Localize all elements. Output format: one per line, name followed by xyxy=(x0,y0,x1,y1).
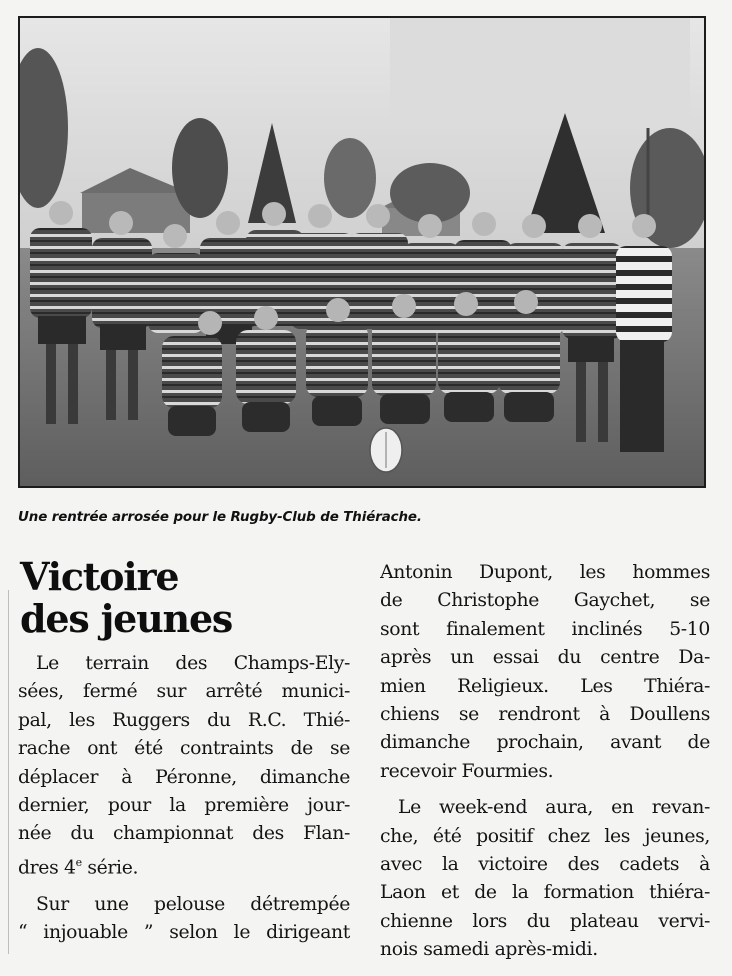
body-line: Le terrain des Champs-Ely- xyxy=(36,653,350,674)
body-line: recevoir Fourmies. xyxy=(380,760,554,782)
body-line-text: dres 4 xyxy=(18,857,76,879)
body-line: sées, fermé sur arrêté munici- xyxy=(18,681,350,703)
ordinal-superscript: e xyxy=(75,855,82,869)
body-line: Laon et de la formation thiéra- xyxy=(380,882,710,904)
body-line-tail: série. xyxy=(81,857,139,879)
body-line: de Christophe Gaychet, se xyxy=(380,590,710,612)
body-line: Le week-end aura, en revan- xyxy=(398,797,710,819)
headline-line-2: des jeunes xyxy=(20,596,233,641)
team-photo xyxy=(18,16,706,488)
body-line: chienne lors du plateau vervi- xyxy=(380,910,710,932)
body-line: dimanche prochain, avant de xyxy=(380,732,710,754)
article-column-left xyxy=(18,650,350,947)
body-line: mien Religieux. Les Thiéra- xyxy=(380,675,710,697)
column-divider xyxy=(8,590,9,954)
photo-caption: Une rentrée arrosée pour le Rugby-Club de Thiérache. xyxy=(18,510,422,525)
body-line: che, été positif chez les jeunes, xyxy=(380,825,710,847)
body-line: pal, les Ruggers du R.C. Thié- xyxy=(18,709,350,731)
body-line: chiens se rendront à Doullens xyxy=(380,704,710,726)
body-line: nois samedi après-midi. xyxy=(380,939,598,961)
body-line: “ injouable ” selon le dirigeant xyxy=(18,921,350,943)
body-line: avec la victoire des cadets à xyxy=(380,854,710,876)
article-headline xyxy=(20,556,350,640)
body-line xyxy=(18,849,350,883)
body-line: Antonin Dupont, les hommes xyxy=(380,562,710,583)
article-column-right xyxy=(380,559,710,965)
body-line: née du championnat des Flan- xyxy=(18,823,350,845)
body-line: déplacer à Péronne, dimanche xyxy=(18,766,350,788)
body-line: sont finalement inclinés 5-10 xyxy=(380,618,710,640)
body-line: après un essai du centre Da- xyxy=(380,647,710,669)
body-line: rache ont été contraints de se xyxy=(18,738,350,760)
body-line: Sur une pelouse détrempée xyxy=(36,893,350,915)
body-line: dernier, pour la première jour- xyxy=(18,795,350,817)
headline-line-1: Victoire xyxy=(20,554,179,599)
